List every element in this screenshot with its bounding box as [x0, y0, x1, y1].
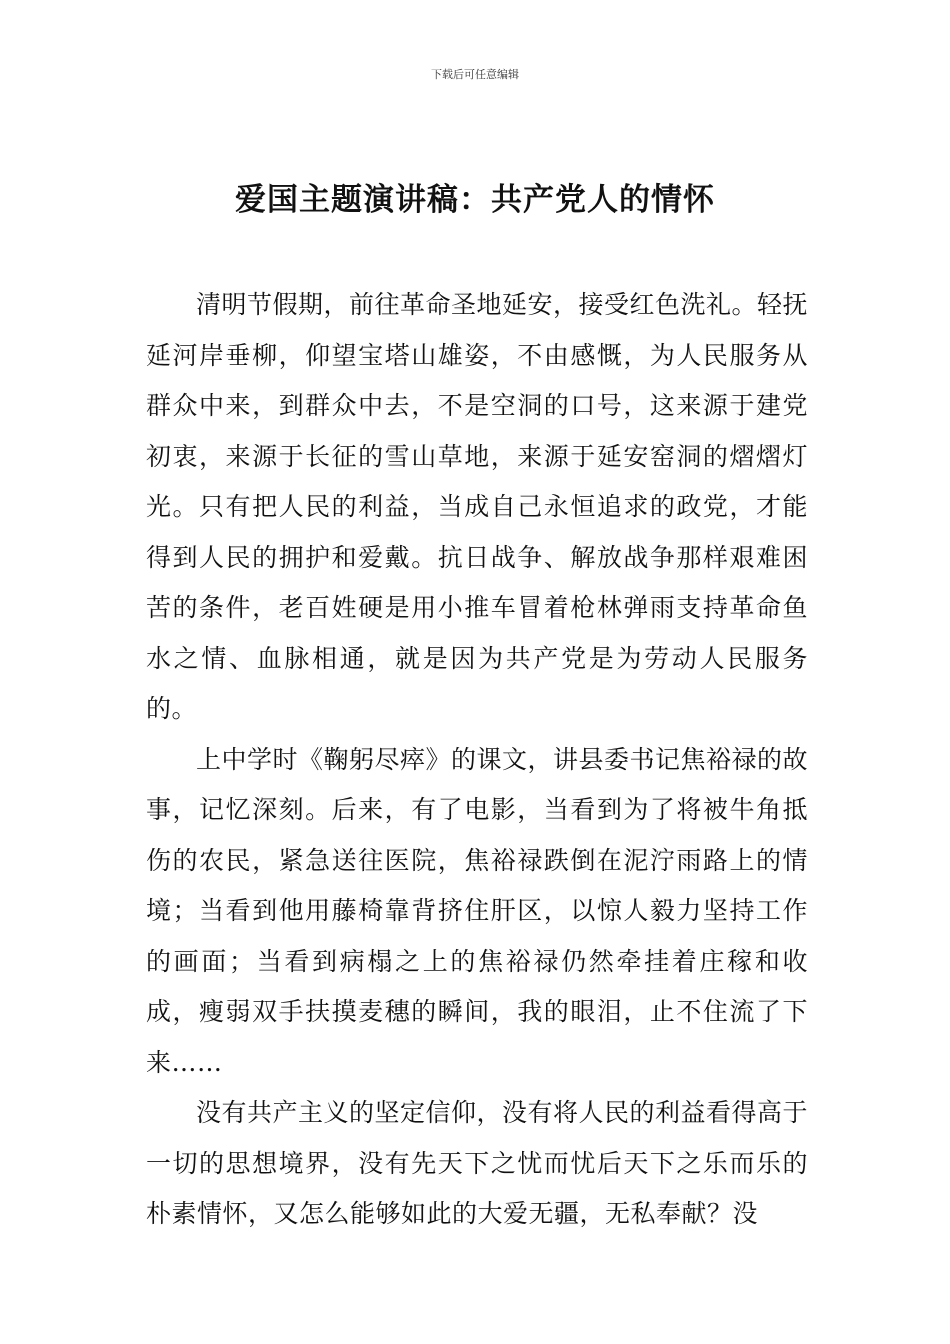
header-note: 下载后可任意编辑	[431, 68, 519, 81]
paragraph-3: 没有共产主义的坚定信仰，没有将人民的利益看得高于一切的思想境界，没有先天下之忧而忧后天下之乐而乐的朴素情怀，又怎么能够如此的大爱无疆，无私奉献？没	[146, 1098, 809, 1228]
paragraph-2: 上中学时《鞠躬尽瘁》的课文，讲县委书记焦裕禄的故事，记忆深刻。后来，有了电影，当看到为了将被牛角抵伤的农民，紧急送往医院，焦裕禄跌倒在泥泞雨路上的情境；当看到他用藤椅靠背挤住肝区，以惊人毅力坚持工作的画面；当看到病榻之上的焦裕禄仍然牵挂着庄稼和收成，瘦弱双手扶摸麦穗的瞬间，我的眼泪，止不住流了下来……	[146, 744, 809, 1077]
document-title: 爱国主题演讲稿：共产党人的情怀	[235, 182, 715, 218]
paragraph-1: 清明节假期，前往革命圣地延安，接受红色洗礼。轻抚延河岸垂柳，仰望宝塔山雄姿，不由感慨，为人民服务从群众中来，到群众中去，不是空洞的口号，这来源于建党初衷，来源于长征的雪山草地，来源于延安窑洞的熠熠灯光。只有把人民的利益，当成自己永恒追求的政党，才能得到人民的拥护和爱戴。抗日战争、解放战争那样艰难困苦的条件，老百姓硬是用小推车冒着枪林弹雨支持革命鱼水之情、血脉相通，就是因为共产党是为劳动人民服务的。	[146, 290, 809, 723]
document-body	[146, 280, 808, 1240]
